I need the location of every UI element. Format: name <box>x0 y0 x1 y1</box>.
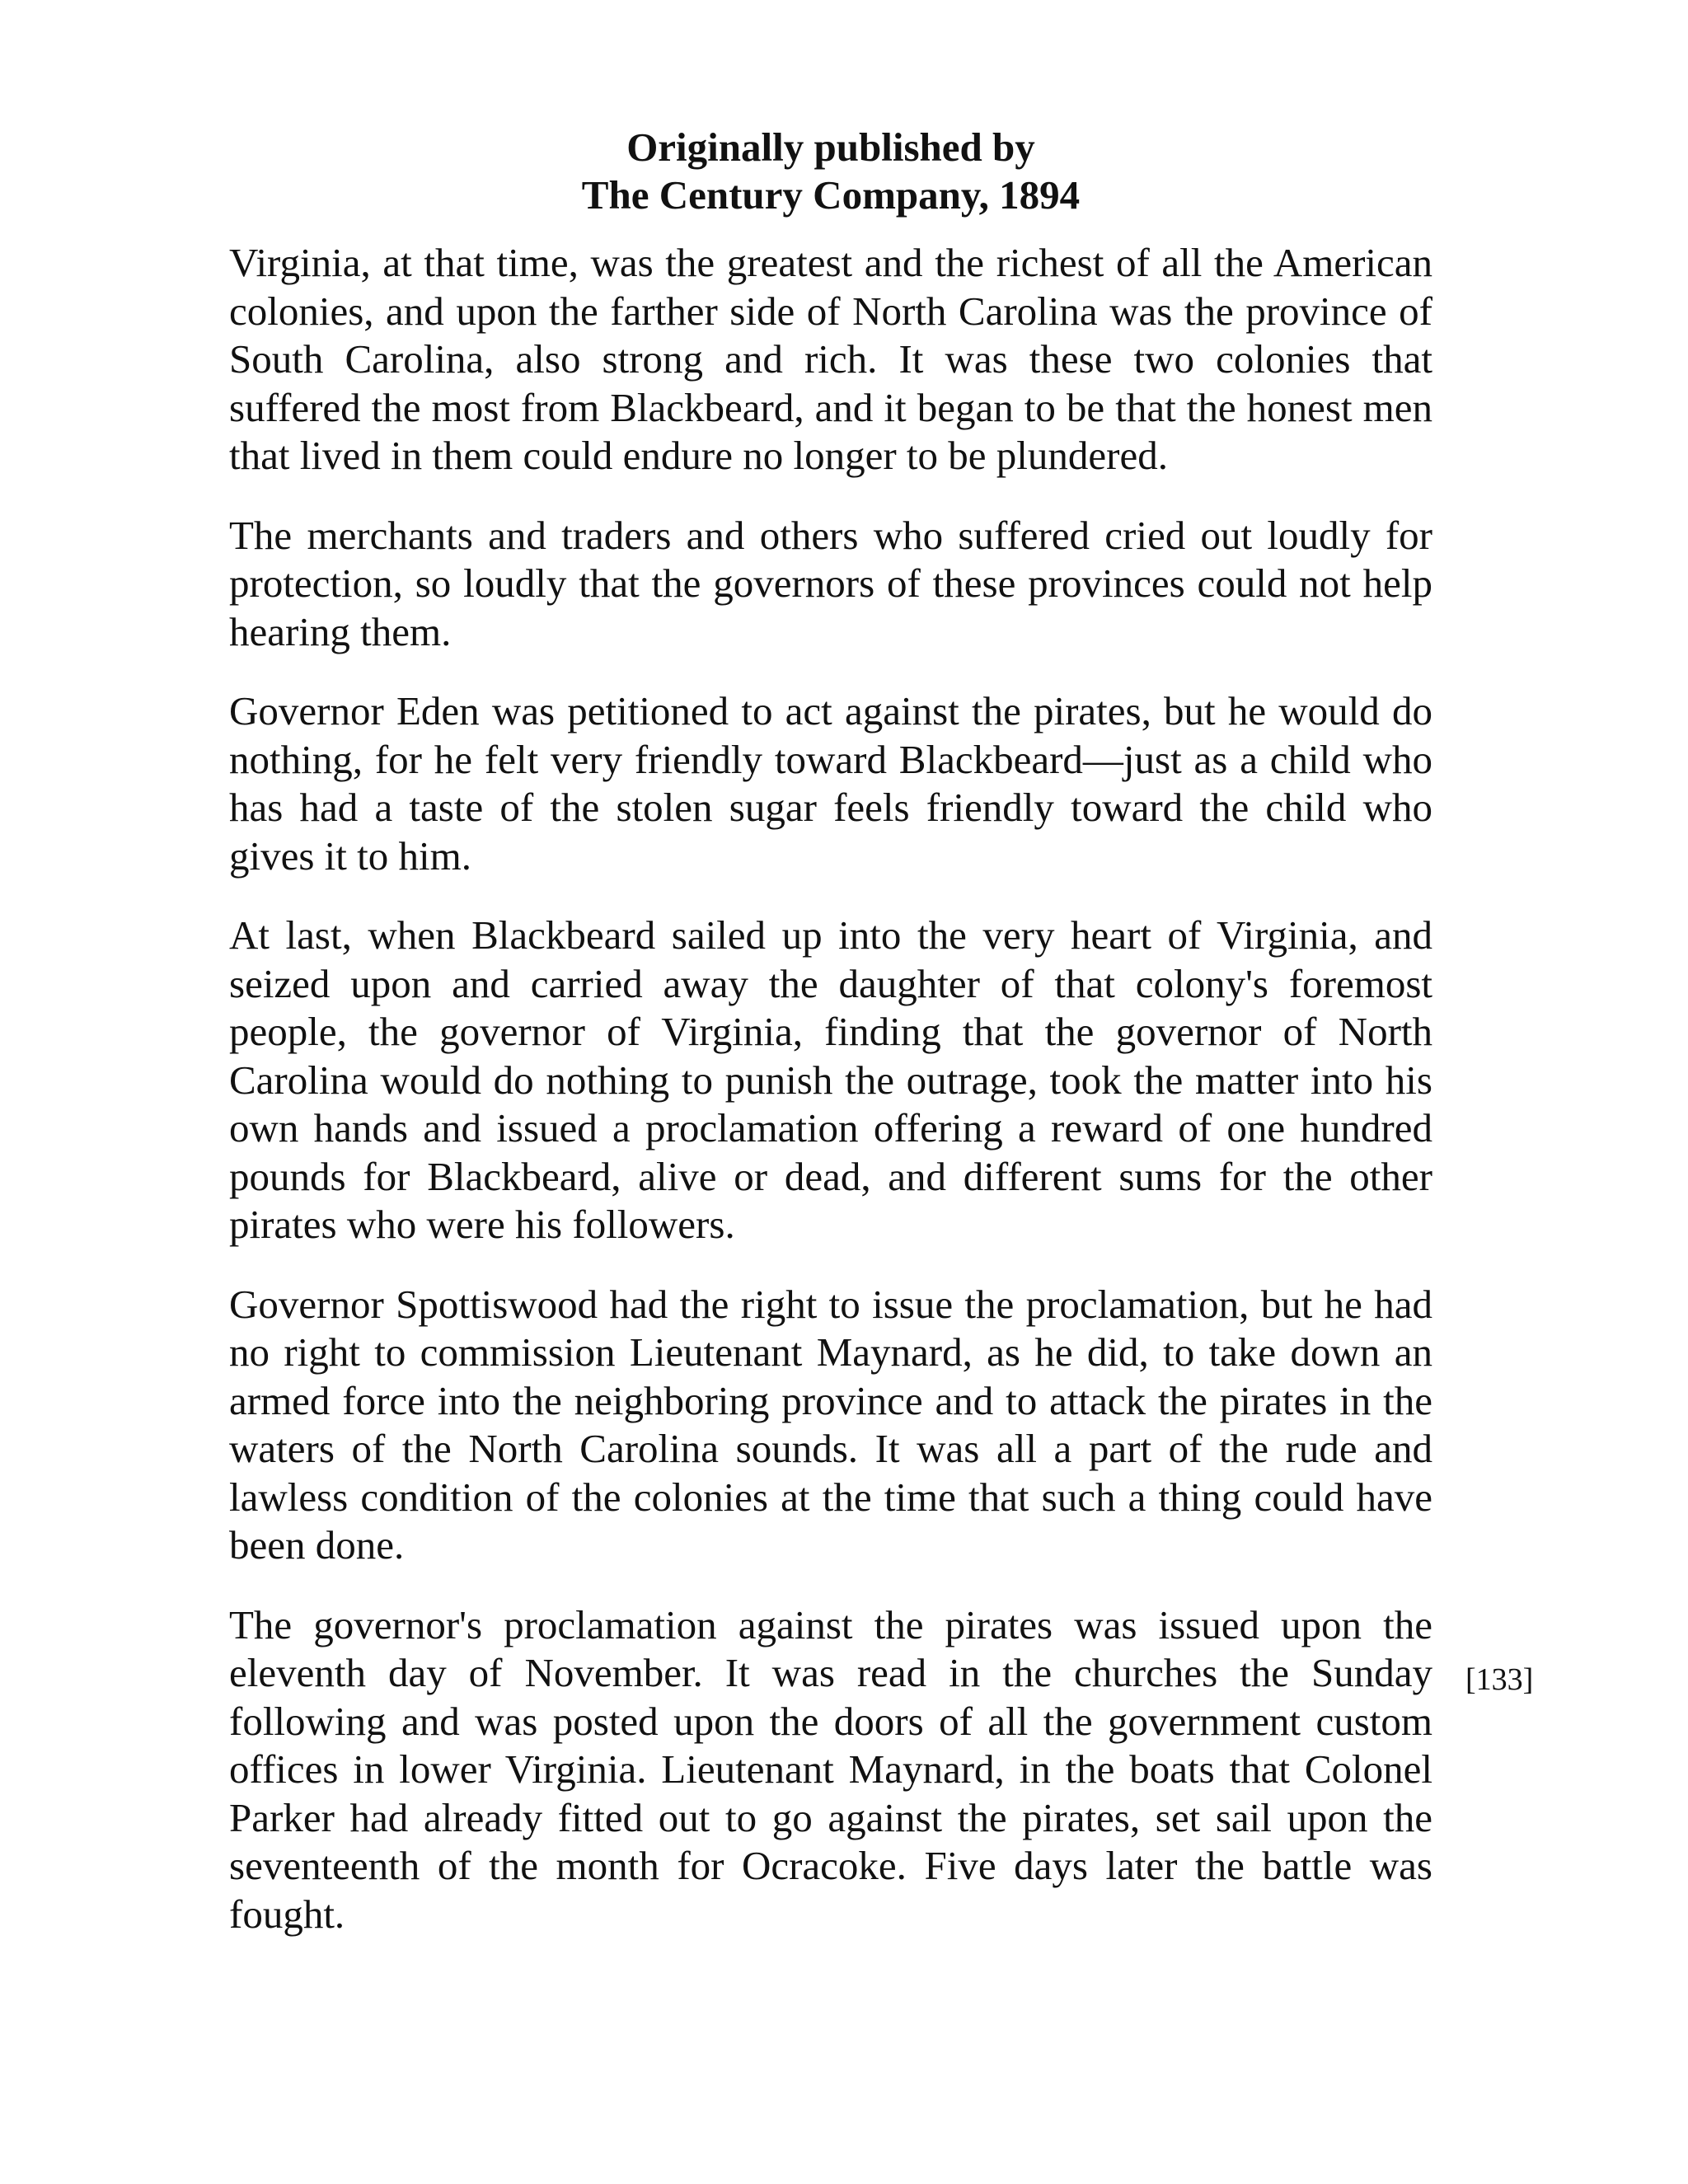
header-line-1: Originally published by <box>626 124 1035 170</box>
paragraph-3: Governor Eden was petitioned to act against the pirates, but he would do nothing, for he felt very friendly toward Blackbeard—just as a child who has had a taste of the stolen sugar feels friendly toward the child who gives it to him. <box>229 688 1432 879</box>
page-number: [133] <box>1465 1662 1534 1697</box>
paragraph-6: The governor's proclamation against the pirates was issued upon the eleventh day of November. It was read in the churches the Sunday following and was posted upon the doors of all the government custom offices in lower Virginia. Lieutenant Maynard, in the boats that Colonel Parker had already fitted out to go against the pirates, set sail upon the seventeenth of the month for Ocracoke. Five days later the battle was fought. <box>229 1601 1432 1937</box>
paragraph-5: Governor Spottiswood had the right to issue the proclamation, but he had no right to commission Lieutenant Maynard, as he did, to take down an armed force into the neighboring province and to attack the pirates in the waters of the North Carolina sounds. It was all a part of the rude and lawless condition of the colonies at the time that such a thing could have been done. <box>229 1281 1432 1568</box>
paragraph-2: The merchants and traders and others who suffered cried out loudly for protection, so loudly that the governors of these provinces could not help hearing them. <box>229 512 1432 654</box>
page-content <box>229 124 1432 1970</box>
publication-header <box>229 124 1432 219</box>
paragraph-4: At last, when Blackbeard sailed up into the very heart of Virginia, and seized upon and carried away the daughter of that colony's foremost people, the governor of Virginia, finding that the governor of North Carolina would do nothing to punish the outrage, took the matter into his own hands and issued a proclamation offering a reward of one hundred pounds for Blackbeard, alive or dead, and different sums for the other pirates who were his followers. <box>229 912 1432 1247</box>
paragraph-1: Virginia, at that time, was the greatest and the richest of all the American colonies, and upon the farther side of North Carolina was the province of South Carolina, also strong and rich. It was these two colonies that suffered the most from Blackbeard, and it began to be that the honest men that lived in them could endure no longer to be plundered. <box>229 240 1432 478</box>
header-line-2: The Century Company, 1894 <box>581 172 1081 218</box>
